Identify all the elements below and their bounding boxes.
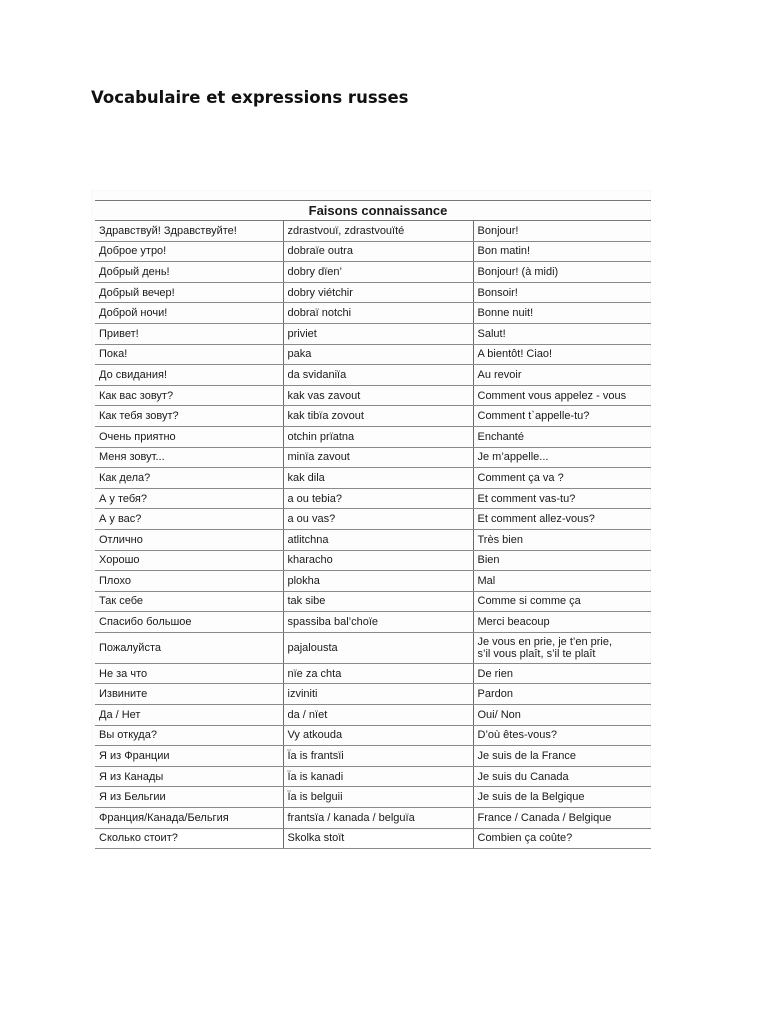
russian-cell: Доброе утро! — [95, 241, 283, 262]
french-cell: Au revoir — [473, 365, 651, 386]
russian-cell: А у вас? — [95, 509, 283, 530]
russian-cell: Добрый день! — [95, 262, 283, 283]
table-row — [95, 241, 651, 262]
table-row — [95, 385, 651, 406]
french-cell: Je suis de la Belgique — [473, 787, 651, 808]
transliteration-cell: frantsïa / kanada / belguïa — [283, 808, 473, 829]
table-heading: Faisons connaissance — [283, 201, 473, 221]
russian-cell: Сколько стоит? — [95, 828, 283, 849]
transliteration-cell: priviet — [283, 323, 473, 344]
table-row — [95, 488, 651, 509]
transliteration-cell: a ou vas? — [283, 509, 473, 530]
transliteration-cell: otchin prïatna — [283, 426, 473, 447]
transliteration-cell: Ïa is frantsïi — [283, 746, 473, 767]
transliteration-cell: da svidaniïa — [283, 365, 473, 386]
russian-cell: Да / Нет — [95, 705, 283, 726]
transliteration-cell: a ou tebia? — [283, 488, 473, 509]
transliteration-cell: Ïa is kanadi — [283, 766, 473, 787]
russian-cell: Я из Канады — [95, 766, 283, 787]
french-cell: Je suis de la France — [473, 746, 651, 767]
french-cell: Bon matin! — [473, 241, 651, 262]
table-header-spacer-left — [95, 201, 283, 221]
table-row — [95, 705, 651, 726]
french-cell: Et comment vas-tu? — [473, 488, 651, 509]
table-row — [95, 406, 651, 427]
russian-cell: А у тебя? — [95, 488, 283, 509]
french-cell: Combien ça coûte? — [473, 828, 651, 849]
french-cell: Comme si comme ça — [473, 591, 651, 612]
russian-cell: Очень приятно — [95, 426, 283, 447]
table-row — [95, 365, 651, 386]
table-row — [95, 612, 651, 633]
russian-cell: Как вас зовут? — [95, 385, 283, 406]
transliteration-cell: Ïa is belguii — [283, 787, 473, 808]
french-cell: D’où êtes-vous? — [473, 725, 651, 746]
table-header-spacer-right — [473, 201, 651, 221]
table-row — [95, 221, 651, 242]
french-cell: Comment ça va ? — [473, 468, 651, 489]
transliteration-cell: Vy atkouda — [283, 725, 473, 746]
table-row — [95, 684, 651, 705]
transliteration-cell: Skolka stoït — [283, 828, 473, 849]
transliteration-cell: izviniti — [283, 684, 473, 705]
table-row — [95, 323, 651, 344]
russian-cell: Пока! — [95, 344, 283, 365]
russian-cell: Франция/Канада/Бельгия — [95, 808, 283, 829]
russian-cell: Пожалуйста — [95, 632, 283, 663]
transliteration-cell: kharacho — [283, 550, 473, 571]
french-cell: Je vous en prie, je t’en prie, s’il vous plaît, s’il te plaît — [473, 632, 651, 663]
transliteration-cell: atlitchna — [283, 529, 473, 550]
table-row — [95, 828, 651, 849]
table-row — [95, 571, 651, 592]
transliteration-cell: paka — [283, 344, 473, 365]
transliteration-cell: da / nïet — [283, 705, 473, 726]
french-cell: Bonsoir! — [473, 282, 651, 303]
transliteration-cell: nïe za chta — [283, 663, 473, 684]
russian-cell: Добрый вечер! — [95, 282, 283, 303]
transliteration-cell: kak dila — [283, 468, 473, 489]
french-cell: Et comment allez-vous? — [473, 509, 651, 530]
french-cell: Je suis du Canada — [473, 766, 651, 787]
french-cell: Enchanté — [473, 426, 651, 447]
french-cell: France / Canada / Belgique — [473, 808, 651, 829]
table-row — [95, 550, 651, 571]
russian-cell: Доброй ночи! — [95, 303, 283, 324]
transliteration-cell: zdrastvouï, zdrastvouïté — [283, 221, 473, 242]
french-cell: Très bien — [473, 529, 651, 550]
french-cell: Bonjour! (à midi) — [473, 262, 651, 283]
transliteration-cell: minïa zavout — [283, 447, 473, 468]
russian-cell: Меня зовут... — [95, 447, 283, 468]
french-cell: Salut! — [473, 323, 651, 344]
table-row — [95, 725, 651, 746]
transliteration-cell: pajalousta — [283, 632, 473, 663]
french-cell: A bientôt! Ciao! — [473, 344, 651, 365]
french-cell: Je m’appelle... — [473, 447, 651, 468]
french-cell: Merci beacoup — [473, 612, 651, 633]
vocabulary-rows — [95, 221, 651, 849]
page-title: Vocabulaire et expressions russes — [91, 88, 409, 107]
russian-cell: Как дела? — [95, 468, 283, 489]
russian-cell: Плохо — [95, 571, 283, 592]
transliteration-cell: kak tibïa zovout — [283, 406, 473, 427]
french-cell: Bonne nuit! — [473, 303, 651, 324]
russian-cell: До свидания! — [95, 365, 283, 386]
french-cell: Bonjour! — [473, 221, 651, 242]
table-row — [95, 447, 651, 468]
table-row — [95, 591, 651, 612]
table-row — [95, 766, 651, 787]
transliteration-cell: kak vas zavout — [283, 385, 473, 406]
russian-cell: Вы откуда? — [95, 725, 283, 746]
table-row — [95, 632, 651, 663]
russian-cell: Как тебя зовут? — [95, 406, 283, 427]
french-cell: Bien — [473, 550, 651, 571]
russian-cell: Не за что — [95, 663, 283, 684]
transliteration-cell: spassiba bal’choïe — [283, 612, 473, 633]
table-row — [95, 468, 651, 489]
russian-cell: Спасибо большое — [95, 612, 283, 633]
russian-cell: Привет! — [95, 323, 283, 344]
vocabulary-table — [95, 200, 651, 849]
transliteration-cell: dobraï notchi — [283, 303, 473, 324]
transliteration-cell: tak sibe — [283, 591, 473, 612]
table-row — [95, 529, 651, 550]
table-row — [95, 426, 651, 447]
russian-cell: Хорошо — [95, 550, 283, 571]
french-cell: Comment t`appelle-tu? — [473, 406, 651, 427]
transliteration-cell: dobry viétchir — [283, 282, 473, 303]
table-row — [95, 808, 651, 829]
table-row — [95, 303, 651, 324]
transliteration-cell: dobraïe outra — [283, 241, 473, 262]
table-header-row — [95, 201, 651, 221]
french-cell: Pardon — [473, 684, 651, 705]
french-cell: De rien — [473, 663, 651, 684]
table-row — [95, 787, 651, 808]
french-cell: Oui/ Non — [473, 705, 651, 726]
scanned-vocabulary-sheet — [91, 190, 651, 845]
table-row — [95, 663, 651, 684]
russian-cell: Здравствуй! Здравствуйте! — [95, 221, 283, 242]
french-cell: Mal — [473, 571, 651, 592]
table-row — [95, 344, 651, 365]
transliteration-cell: plokha — [283, 571, 473, 592]
table-row — [95, 262, 651, 283]
table-row — [95, 282, 651, 303]
russian-cell: Я из Бельгии — [95, 787, 283, 808]
french-cell: Comment vous appelez - vous — [473, 385, 651, 406]
table-row — [95, 746, 651, 767]
table-row — [95, 509, 651, 530]
russian-cell: Я из Франции — [95, 746, 283, 767]
russian-cell: Так себе — [95, 591, 283, 612]
transliteration-cell: dobry dïen’ — [283, 262, 473, 283]
russian-cell: Извините — [95, 684, 283, 705]
russian-cell: Отлично — [95, 529, 283, 550]
